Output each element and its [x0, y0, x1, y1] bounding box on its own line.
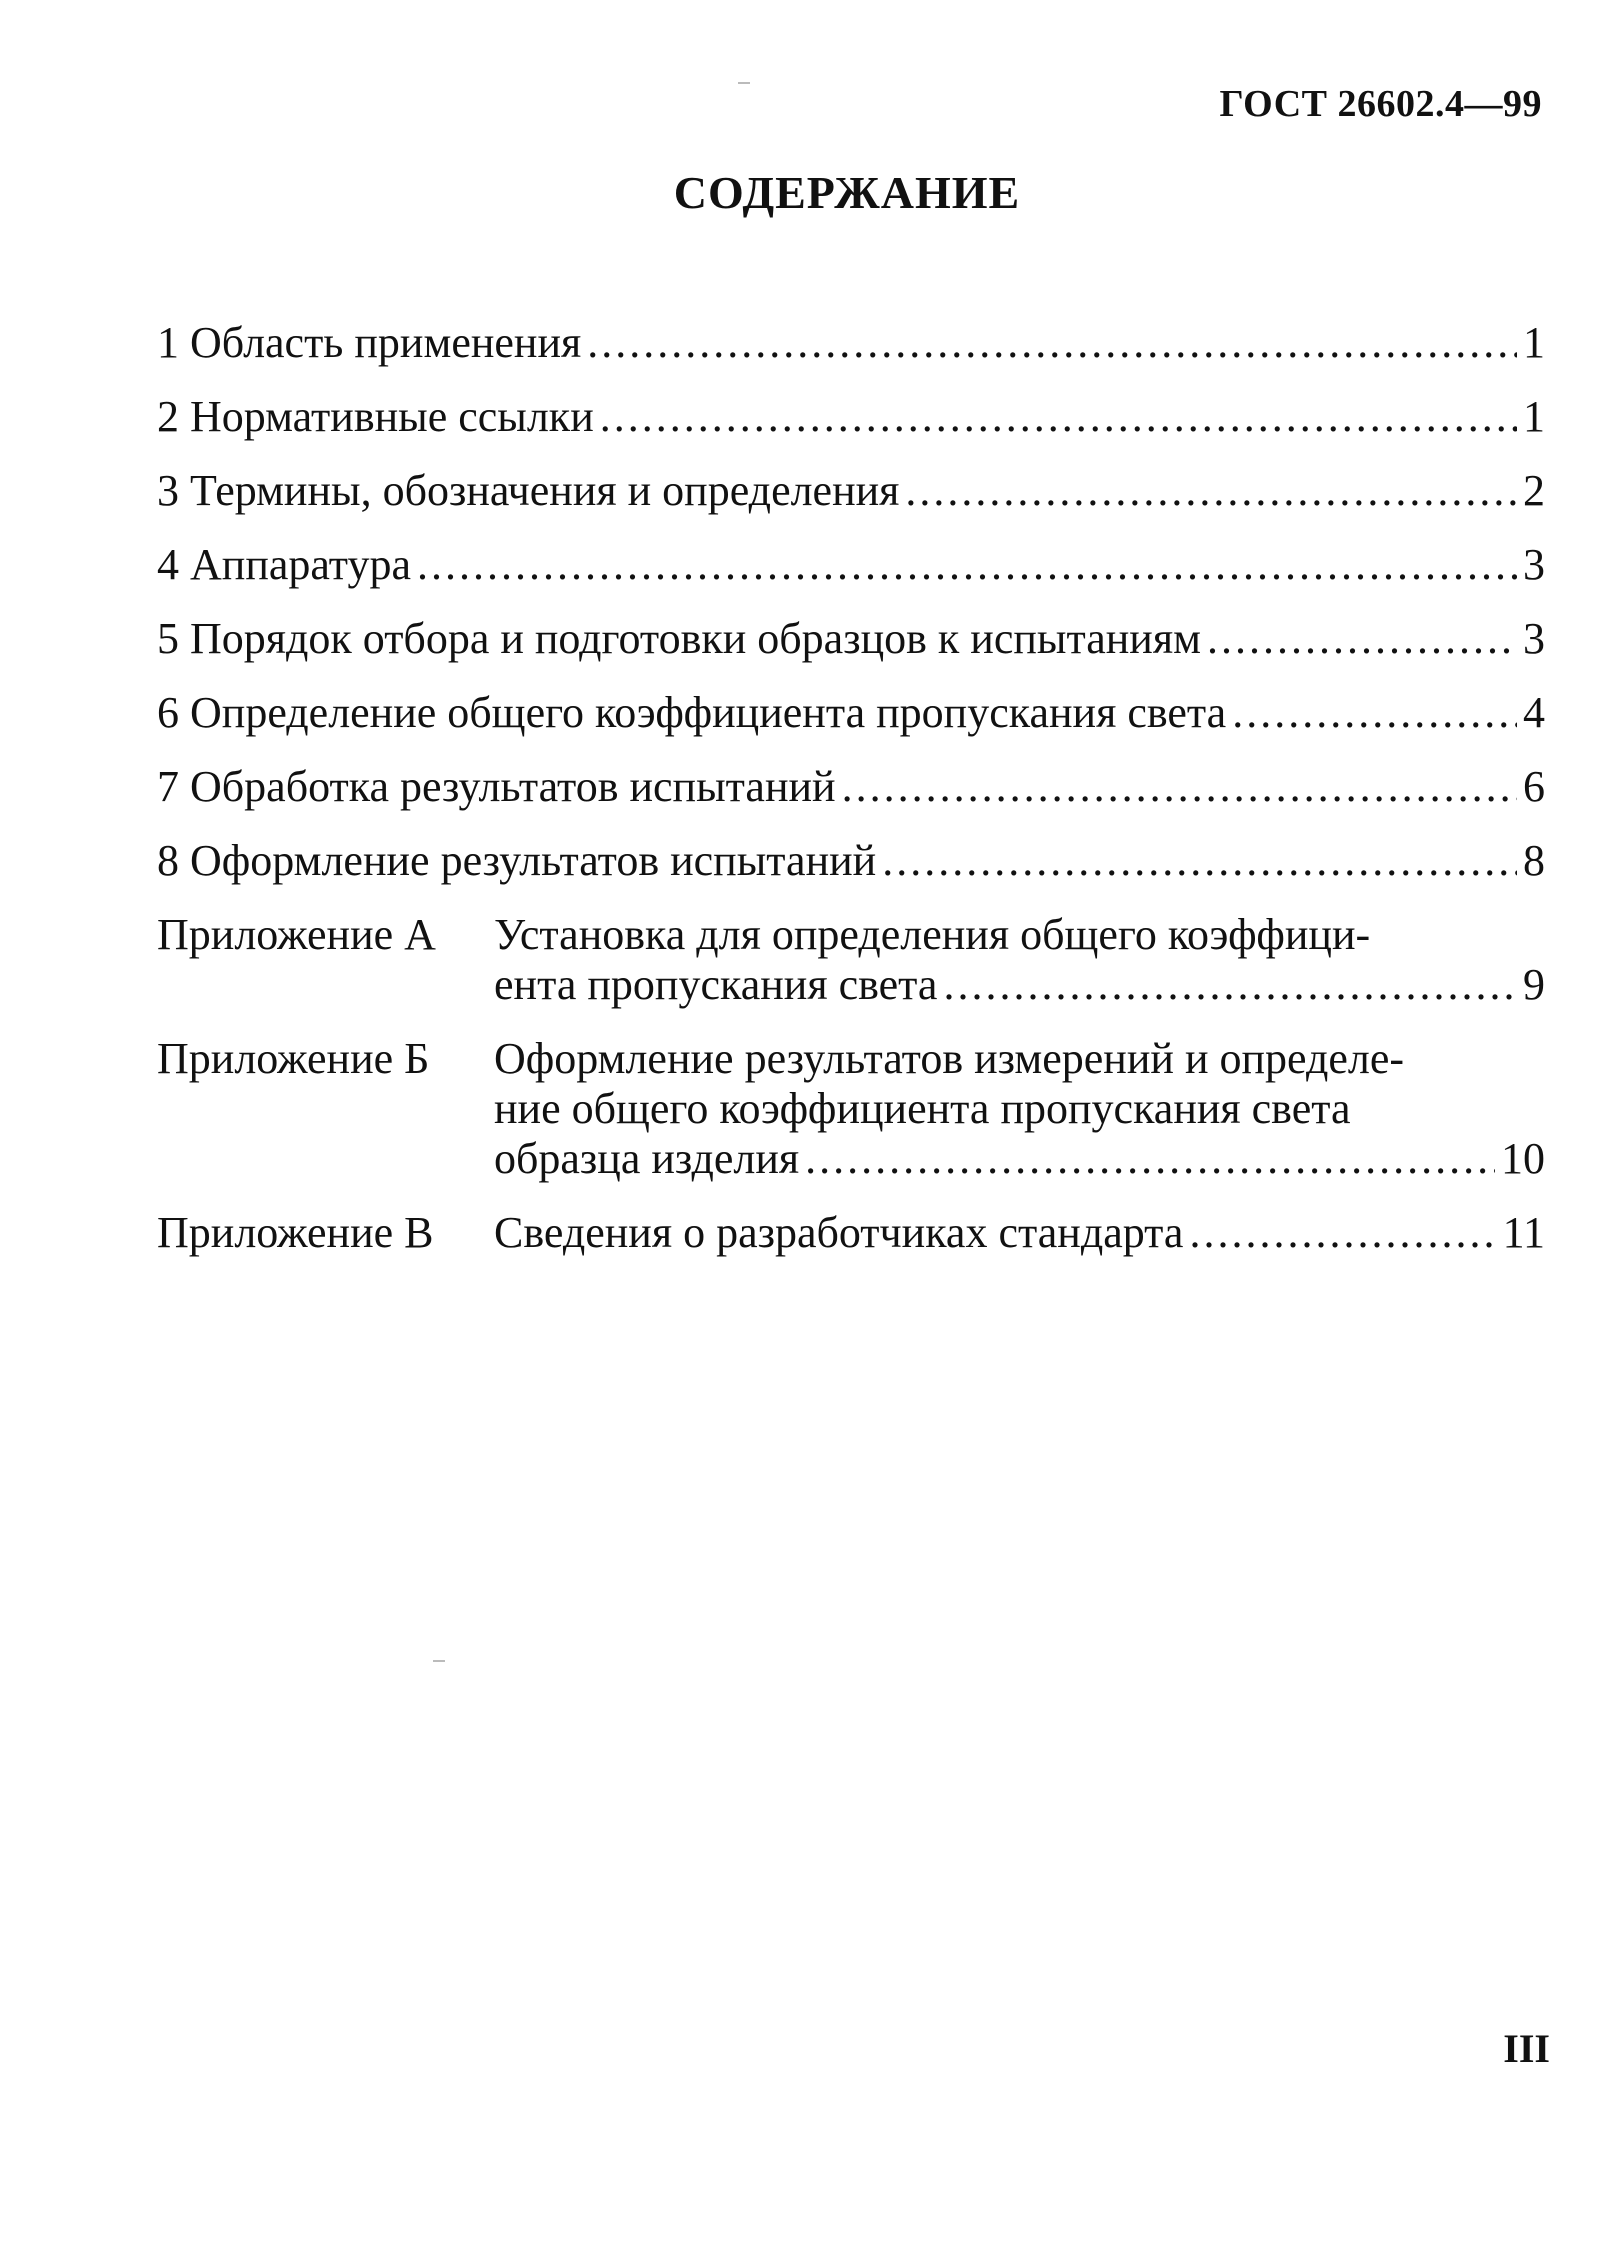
toc-item-title: 6 Определение общего коэффициента пропускания света: [157, 688, 1227, 737]
appendix-title-line: образца изделия: [494, 1134, 800, 1183]
appendix-label: Приложение В: [157, 1208, 434, 1257]
standard-code-header: ГОСТ 26602.4—99: [1219, 83, 1542, 125]
toc-item-page: 3: [1523, 540, 1545, 589]
table-of-contents: [157, 318, 1545, 1282]
toc-item-title: 8 Оформление результатов испытаний: [157, 836, 877, 885]
toc-item-page: 1: [1523, 318, 1545, 367]
toc-title: СОДЕРЖАНИЕ: [673, 167, 1021, 218]
appendix-label: Приложение Б: [157, 1034, 430, 1083]
dot-leader: [1207, 614, 1517, 664]
toc-item-page: 8: [1523, 836, 1545, 885]
dot-leader: [882, 836, 1517, 886]
toc-item[interactable]: [157, 614, 1545, 688]
dot-leader: [842, 762, 1517, 812]
toc-item[interactable]: [157, 318, 1545, 392]
toc-item-title: 7 Обработка результатов испытаний: [157, 762, 836, 811]
dot-leader: [1232, 688, 1517, 738]
dot-leader: [905, 466, 1517, 516]
appendix-body: [494, 910, 1545, 1010]
toc-item[interactable]: [157, 762, 1545, 836]
dot-leader: [1189, 1208, 1496, 1258]
dot-leader: [600, 392, 1517, 442]
toc-item-title: 3 Термины, обозначения и определения: [157, 466, 900, 515]
page-number: III: [1503, 2026, 1550, 2071]
dot-leader: [417, 540, 1517, 590]
appendix-last-line: [494, 1134, 1545, 1184]
appendix-page: 9: [1523, 960, 1545, 1009]
toc-item-page: 2: [1523, 466, 1545, 515]
scan-speck: [738, 82, 750, 84]
toc-appendix-b[interactable]: [157, 1034, 1545, 1184]
toc-item[interactable]: [157, 540, 1545, 614]
appendix-title-line: Установка для определения общего коэффици-: [494, 910, 1371, 959]
dot-leader: [587, 318, 1517, 368]
appendix-body: [494, 1208, 1545, 1258]
appendix-last-line: [494, 1208, 1545, 1258]
toc-item[interactable]: [157, 392, 1545, 466]
dot-leader: [805, 1134, 1495, 1184]
appendix-page: 11: [1502, 1208, 1545, 1257]
toc-item[interactable]: [157, 836, 1545, 910]
appendix-title-line: Сведения о разработчиках стандарта: [494, 1208, 1184, 1257]
toc-item-page: 4: [1523, 688, 1545, 737]
toc-item[interactable]: [157, 688, 1545, 762]
toc-item-page: 1: [1523, 392, 1545, 441]
appendix-body: [494, 1034, 1545, 1184]
toc-item-page: 3: [1523, 614, 1545, 663]
appendix-label: Приложение А: [157, 910, 436, 959]
appendix-title-line: ние общего коэффициента пропускания света: [494, 1084, 1351, 1133]
toc-item-title: 4 Аппаратура: [157, 540, 411, 589]
appendix-page: 10: [1501, 1134, 1545, 1183]
appendix-title-line: Оформление результатов измерений и определе-: [494, 1034, 1405, 1083]
toc-item-title: 5 Порядок отбора и подготовки образцов к испытаниям: [157, 614, 1201, 663]
appendix-last-line: [494, 960, 1545, 1010]
toc-item-page: 6: [1523, 762, 1545, 811]
toc-item-title: 1 Область применения: [157, 318, 582, 367]
toc-item-title: 2 Нормативные ссылки: [157, 392, 594, 441]
scan-speck: [433, 1660, 445, 1662]
toc-appendix-a[interactable]: [157, 910, 1545, 1010]
toc-appendix-v[interactable]: [157, 1208, 1545, 1258]
appendix-title-line: ента пропускания света: [494, 960, 938, 1009]
toc-item[interactable]: [157, 466, 1545, 540]
dot-leader: [943, 960, 1517, 1010]
